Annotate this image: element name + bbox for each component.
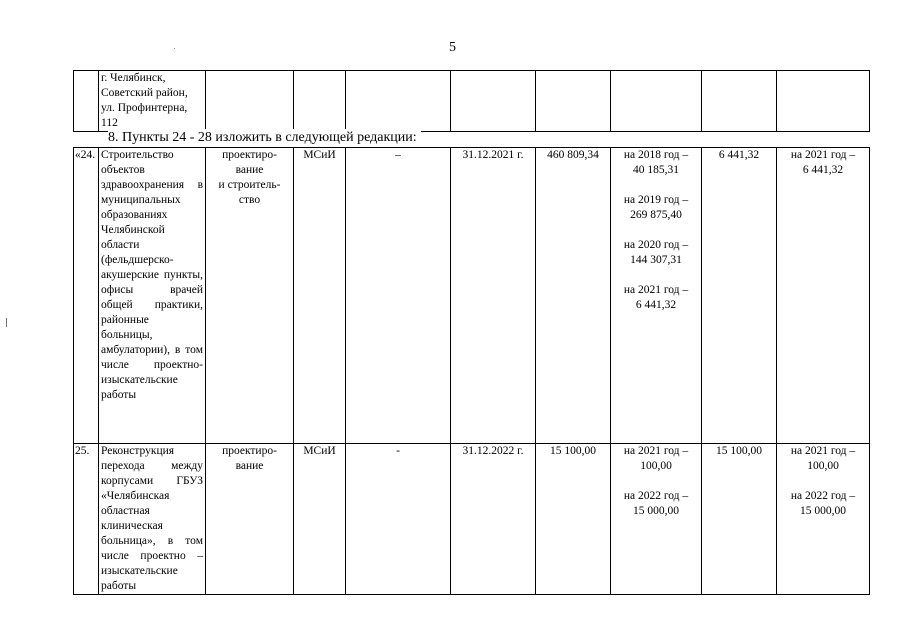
main-table — [73, 147, 870, 595]
schedule-amount: 269 875,40 — [630, 209, 682, 221]
schedule-amount: 144 307,31 — [630, 254, 682, 266]
work-type-line: ство — [238, 194, 261, 206]
schedule-year: на 2019 год – — [623, 194, 689, 206]
object-name — [99, 148, 206, 444]
cell-empty — [451, 71, 536, 132]
table-row — [74, 148, 870, 444]
cell-address — [99, 71, 206, 132]
work-type-line: проектиро- — [222, 445, 277, 457]
address-line: ул. Профинтерна, — [101, 102, 188, 114]
cell-empty — [346, 71, 451, 132]
schedule-amount: 15 000,00 — [800, 505, 846, 517]
margin-mark — [6, 318, 7, 327]
executor: МСиИ — [294, 444, 346, 595]
row-number: 25. — [74, 444, 99, 595]
dash-cell: - — [346, 444, 451, 595]
object-name-text: Строительство объектов здравоохранения в муниципальных образованиях Челябинской области (фельдшерско-акушерские пункты, офисы врачей общей практики, районные больницы, амбулатории), в том числе проектно-изыскательские работы — [101, 149, 203, 401]
schedule-year: на 2021 год – — [623, 284, 689, 296]
schedule-amount: 15 000,00 — [633, 505, 679, 517]
row-number: «24. — [74, 148, 99, 444]
schedule-year: на 2022 год – — [623, 490, 689, 502]
financing-schedule — [777, 148, 870, 444]
schedule-amount: 40 185,31 — [633, 164, 679, 176]
schedule-amount: 6 441,32 — [635, 299, 677, 311]
object-name — [99, 444, 206, 595]
cell-num — [74, 71, 99, 132]
work-type — [206, 148, 294, 444]
schedule-year: на 2018 год – — [623, 149, 689, 161]
continued-table — [73, 70, 870, 132]
cell-empty — [611, 71, 702, 132]
address-line: г. Челябинск, — [101, 72, 166, 84]
work-type-line: вание — [235, 164, 264, 176]
work-type — [206, 444, 294, 595]
financing-amount: 15 100,00 — [702, 444, 777, 595]
total-cost: 15 100,00 — [536, 444, 611, 595]
schedule-year: на 2021 год – — [623, 445, 689, 457]
schedule-amount: 100,00 — [640, 460, 672, 472]
cell-empty — [777, 71, 870, 132]
total-cost: 460 809,34 — [536, 148, 611, 444]
work-type-line: и строитель- — [218, 179, 281, 191]
schedule-amount: 100,00 — [807, 460, 839, 472]
work-type-line: вание — [235, 460, 264, 472]
schedule-year: на 2021 год – — [790, 445, 856, 457]
executor: МСиИ — [294, 148, 346, 444]
work-type-line: проектиро- — [222, 149, 277, 161]
cell-empty — [702, 71, 777, 132]
schedule-year: на 2022 год – — [790, 490, 856, 502]
financing-amount: 6 441,32 — [702, 148, 777, 444]
cell-empty — [206, 71, 294, 132]
section-title: 8. Пункты 24 - 28 изложить в следующей редакции: — [108, 129, 421, 146]
address-line: Советский район, — [101, 87, 188, 99]
dash-cell: – — [346, 148, 451, 444]
page-number: 5 — [449, 40, 456, 55]
completion-date: 31.12.2022 г. — [451, 444, 536, 595]
schedule-amount: 6 441,32 — [802, 164, 844, 176]
table-row — [74, 71, 870, 132]
schedule-year: на 2020 год – — [623, 239, 689, 251]
completion-date: 31.12.2021 г. — [451, 148, 536, 444]
schedule-year: на 2021 год – — [790, 149, 856, 161]
cell-empty — [294, 71, 346, 132]
cell-empty — [536, 71, 611, 132]
margin-dot — [174, 48, 175, 49]
table-row — [74, 444, 870, 595]
object-name-text: Реконструкция перехода между корпусами ГБУЗ «Челябинская областная клиническая больница», в том числе проектно – изыскательские работы — [101, 445, 203, 592]
funding-schedule — [611, 148, 702, 444]
financing-schedule — [777, 444, 870, 595]
address-line: 112 — [101, 117, 118, 129]
funding-schedule — [611, 444, 702, 595]
